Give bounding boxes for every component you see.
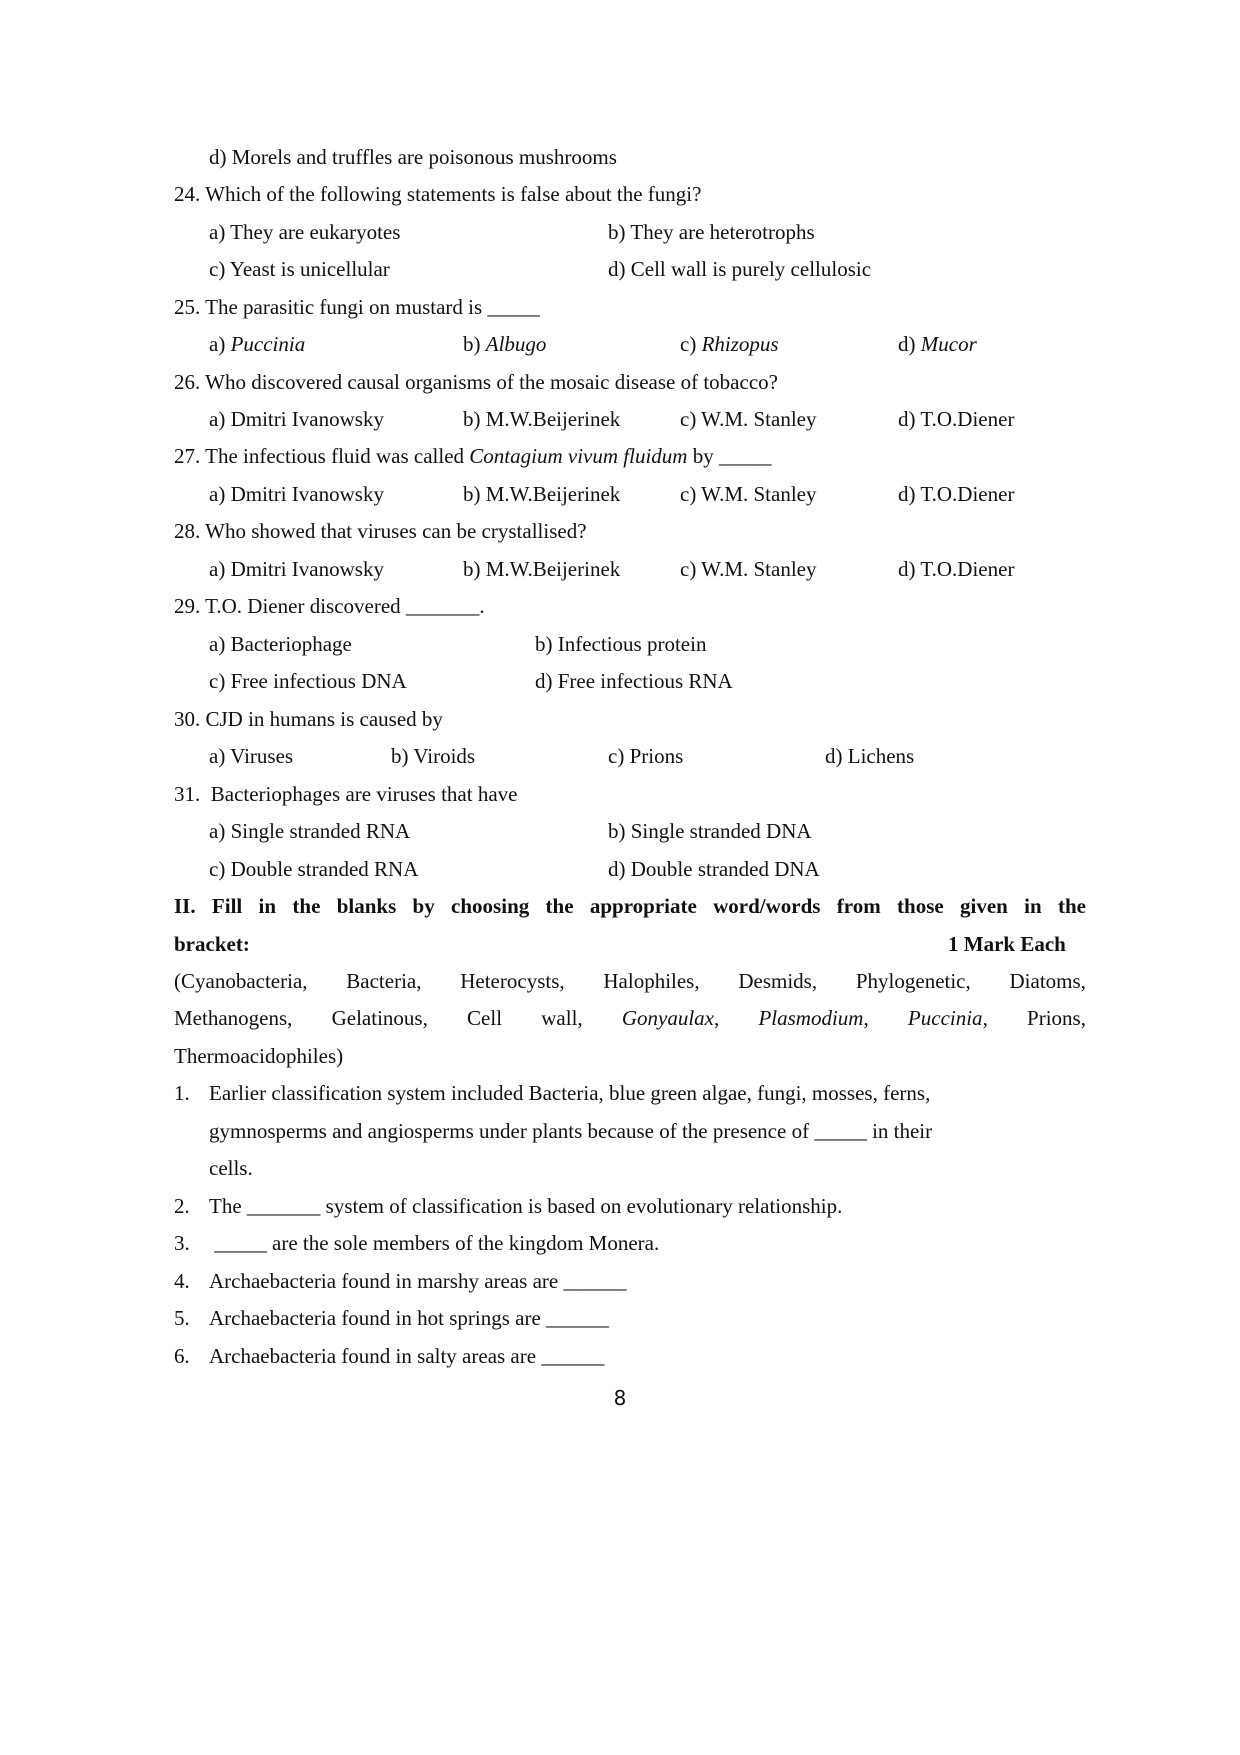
italic-term: Contagium vivum fluidum [469,444,688,468]
question-29 [174,594,485,618]
fill-item-4: Archaebacteria found in marshy areas are ______ [209,1269,627,1293]
q25-option-c: c) Rhizopus [680,332,779,356]
question-25 [174,295,540,319]
word-bank-term: Phylogenetic, [855,969,971,993]
question-number: 26. [174,370,201,394]
q28-option-b: b) M.W.Beijerinek [463,557,621,581]
question-text: Who showed that viruses can be crystallised? [205,519,587,543]
q24-option-b: b) They are heterotrophs [608,220,815,244]
word-bank-term: Gonyaulax, [621,1006,720,1030]
question-number: 29. [174,594,201,618]
fill-item-number: 5. [174,1306,190,1330]
question-27: 27. The infectious fluid was called Contagium vivum fluidum by _____ [174,444,772,468]
q26-option-a: a) Dmitri Ivanowsky [209,407,384,431]
q31-option-b: b) Single stranded DNA [608,819,812,843]
word-bank-term: (Cyanobacteria, [174,969,308,993]
word-bank-term: Bacteria, [346,969,422,993]
q27-option-c: c) W.M. Stanley [680,482,817,506]
fill-item-1-line-2: gymnosperms and angiosperms under plants because of the presence of _____ in their [209,1119,933,1143]
word-bank-term: Diatoms, [1009,969,1086,993]
section-ii-heading-cont: bracket: [174,932,250,956]
question-number: 30. [174,707,201,731]
word-bank-line-3: Thermoacidophiles) [174,1044,344,1068]
question-number: 28. [174,519,201,543]
fill-item-3: _____ are the sole members of the kingdom Monera. [209,1231,660,1255]
word-bank-term: Gelatinous, [331,1006,428,1030]
q25-option-b: b) Albugo [463,332,547,356]
word-bank-term: Cell [467,1006,503,1030]
q30-option-b: b) Viroids [391,744,476,768]
fill-item-number: 3. [174,1231,190,1255]
q25-option-a: a) Puccinia [209,332,306,356]
q26-option-b: b) M.W.Beijerinek [463,407,621,431]
question-text: Which of the following statements is false about the fungi? [205,182,702,206]
word-bank-term: wall, [541,1006,583,1030]
fill-item-6: Archaebacteria found in salty areas are ______ [209,1344,605,1368]
q30-option-a: a) Viruses [209,744,294,768]
q31-option-a: a) Single stranded RNA [209,819,411,843]
word-bank-term: Heterocysts, [460,969,565,993]
q29-option-d: d) Free infectious RNA [535,669,733,693]
fill-item-number: 4. [174,1269,190,1293]
q29-option-a: a) Bacteriophage [209,632,352,656]
question-30 [174,707,443,731]
question-number: 27. [174,444,201,468]
word-bank-term: Plasmodium, [758,1006,869,1030]
word-bank-term: Halophiles, [603,969,700,993]
question-text: Bacteriophages are viruses that have [205,782,518,806]
fill-item-number: 6. [174,1344,190,1368]
fill-item-1-line-3: cells. [209,1156,253,1180]
q29-option-b: b) Infectious protein [535,632,707,656]
word-bank-term: Puccinia, [907,1006,988,1030]
question-31 [174,782,517,806]
q26-option-d: d) T.O.Diener [898,407,1015,431]
q24-option-d: d) Cell wall is purely cellulosic [608,257,872,281]
question-text: The parasitic fungi on mustard is _____ [205,295,540,319]
word-bank-term: Desmids, [738,969,818,993]
question-24 [174,182,701,206]
question-number: 25. [174,295,201,319]
fill-item-1-line-1: Earlier classification system included Bacteria, blue green algae, fungi, mosses, ferns, [209,1081,931,1105]
section-ii-heading: II. Fill in the blanks by choosing the appropriate word/words from those given in the [174,894,1086,918]
question-number: 31. [174,782,201,806]
q31-option-c: c) Double stranded RNA [209,857,419,881]
question-text: CJD in humans is caused by [205,707,443,731]
q30-option-c: c) Prions [608,744,684,768]
word-bank-term: Methanogens, [174,1006,293,1030]
marks-label: 1 Mark Each [948,932,1066,956]
question-26 [174,370,778,394]
fill-item-2: The _______ system of classification is based on evolutionary relationship. [209,1194,843,1218]
q27-option-b: b) M.W.Beijerinek [463,482,621,506]
word-bank-term: Prions, [1027,1006,1086,1030]
q27-option-d: d) T.O.Diener [898,482,1015,506]
question-number: 24. [174,182,201,206]
q24-option-c: c) Yeast is unicellular [209,257,390,281]
fill-item-number: 2. [174,1194,190,1218]
q24-option-a: a) They are eukaryotes [209,220,401,244]
page-number: 8 [613,1386,627,1410]
q23-option-d: d) Morels and truffles are poisonous mushrooms [209,145,617,169]
q28-option-c: c) W.M. Stanley [680,557,817,581]
fill-item-5: Archaebacteria found in hot springs are ______ [209,1306,610,1330]
q31-option-d: d) Double stranded DNA [608,857,820,881]
word-bank-line-1 [174,969,1086,993]
word-bank-line-2 [174,1006,1086,1030]
q28-option-a: a) Dmitri Ivanowsky [209,557,384,581]
fill-item-number: 1. [174,1081,190,1105]
q28-option-d: d) T.O.Diener [898,557,1015,581]
q25-option-d: d) Mucor [898,332,977,356]
question-text: T.O. Diener discovered _______. [205,594,485,618]
q29-option-c: c) Free infectious DNA [209,669,407,693]
q30-option-d: d) Lichens [825,744,915,768]
question-28 [174,519,587,543]
q27-option-a: a) Dmitri Ivanowsky [209,482,384,506]
q26-option-c: c) W.M. Stanley [680,407,817,431]
question-text: Who discovered causal organisms of the mosaic disease of tobacco? [205,370,778,394]
